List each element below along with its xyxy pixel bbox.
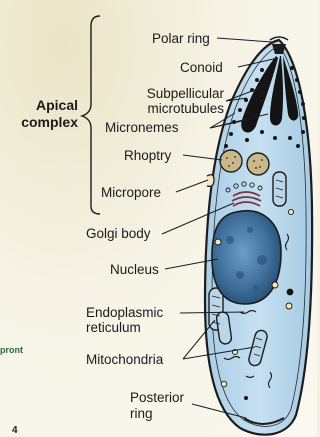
label-posterior-line1: Posterior — [130, 390, 185, 405]
label-er-line2: reticulum — [86, 320, 141, 335]
label-nucleus: Nucleus — [110, 262, 159, 277]
apical-complex-label — [10, 97, 78, 131]
label-subpellicular-line1: Subpellicular — [146, 86, 224, 101]
micropore — [207, 175, 214, 187]
dense-granule — [247, 153, 269, 175]
label-rhoptry: Rhoptry — [124, 148, 172, 163]
label-er-line1: Endoplasmic — [86, 305, 164, 320]
label-polar-ring: Polar ring — [152, 31, 210, 46]
edge-fragment-text: pront — [0, 345, 23, 355]
apical-complex-line1: Apical — [35, 97, 78, 113]
label-golgi-body: Golgi body — [86, 226, 151, 241]
label-subpellicular-line2: microtubules — [147, 101, 224, 116]
page-number: 4 — [12, 425, 18, 436]
label-micronemes: Micronemes — [105, 120, 179, 135]
label-posterior-line2: ring — [130, 406, 153, 421]
apical-complex-line2: complex — [21, 114, 78, 130]
label-conoid: Conoid — [180, 60, 223, 75]
dense-granule — [220, 150, 242, 172]
label-micropore: Micropore — [101, 185, 162, 200]
nucleus — [212, 211, 281, 304]
label-mitochondria: Mitochondria — [86, 352, 164, 367]
